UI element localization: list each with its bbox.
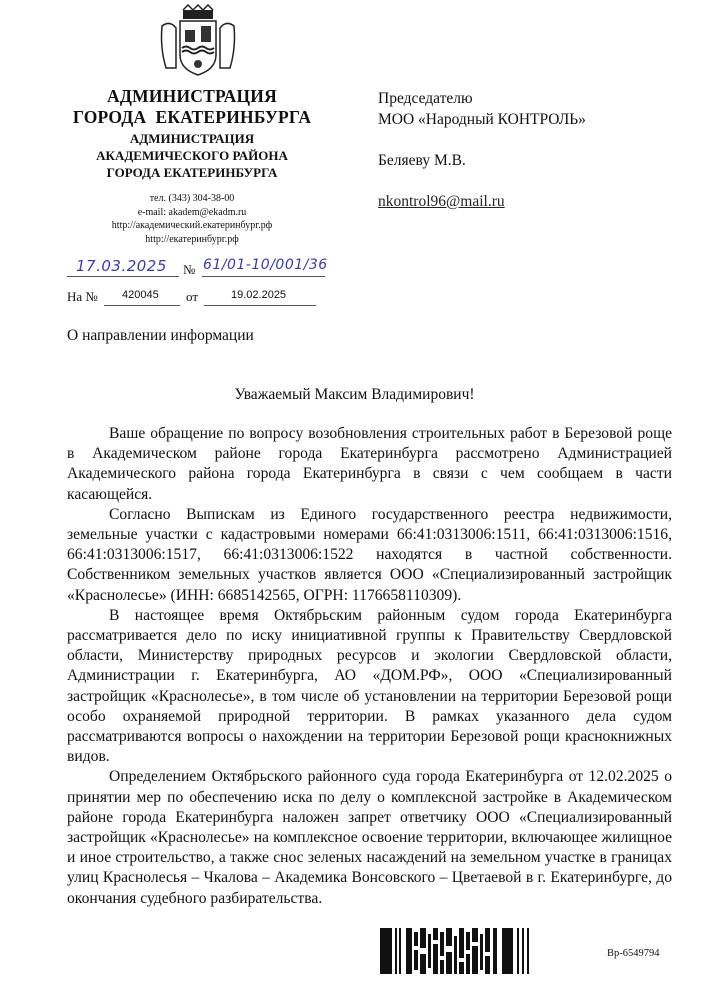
outgoing-number: 61/01-10/001/36 [203,257,328,273]
number-underline [202,276,325,277]
ref-date: 19.02.2025 [231,289,287,301]
outgoing-date: 17.03.2025 [76,257,167,275]
org-main-title: АДМИНИСТРАЦИЯ ГОРОДА ЕКАТЕРИНБУРГА [72,86,312,127]
paragraph-3: В настоящее время Октябрьским районным судом города Екатеринбурга рассматривается дело по иску инициативной группы к Правительству Свердловской области, Министерству природных ресурсов и экологии Свердловской области, Администрации г. Екатеринбурга, АО «ДОМ.РФ», ООО «Специализированный застройщик «Краснолесье», в том числе об установлении на территории Березовой рощи особо охраняемой природной территории. В рамках указанного дела судом рассматриваются вопросы о нахождении на территории Березовой рощи краснокнижных видов. [67,606,672,766]
letter-subject: О направлении информации [67,327,254,344]
org-contacts [60,192,324,246]
org-sub-title: АДМИНИСТРАЦИЯ АКАДЕМИЧЕСКОГО РАЙОНА ГОРОДА ЕКАТЕРИНБУРГА [96,131,288,180]
ref-date-underline [204,305,316,306]
paragraph-4: Определением Октябрьского районного суда города Екатеринбурга от 12.02.2025 о принятии мер по обеспечению иска по делу о комплексной застройке в Академическом районе города Екатеринбурга наложен запрет ответчику ООО «Специализированный застройщик «Краснолесье» на комплексное освоение территории, включающее жилищное и иное строительство, а также снос зеленых насаждений на земельном участке в границах улиц Краснолесья – Чкалова – Академика Вонсовского – Цветаевой в г. Екатеринбурге, до окончания судебного разбирательства. [67,768,672,907]
ref-from-label: от [186,289,199,304]
number-label: № [183,262,196,277]
org-site-1[interactable]: http://академический.екатеринбург.рф [111,220,273,231]
addressee-organization: МОО «Народный КОНТРОЛЬ» [378,111,586,128]
ref-number: 420045 [122,289,159,301]
addressee-block [378,88,586,212]
paragraph-2: Согласно Выпискам из Единого государственного реестра недвижимости, земельные участки с кадастровыми номерами 66:41:0313006:1511, 66:41:0313006:1516, 66:41:0313006:1517, 66:41:0313006:1522 находятся в частной собственности. Собственником земельных участков является ООО «Специализированный застройщик «Краснолесье» (ИНН: 6685142565, ОГРН: 1176658110309). [67,505,672,604]
pdf417-barcode-icon [380,928,540,974]
addressee-name: Беляеву М.В. [378,152,466,169]
ref-number-underline [104,305,180,306]
coat-of-arms-icon [148,4,248,80]
ref-label: На № [67,289,98,304]
addressee-position: Председателю [378,90,473,107]
paragraph-1: Ваше обращение по вопросу возобновления строительных работ в Березовой роще в Академическом районе города Екатеринбурга рассмотрено Администрацией Академического района города Екатеринбурга в связи с чем сообщаем в части касающейся. [67,425,672,503]
org-phone: тел. (343) 304-38-00 [149,193,235,204]
letter-body [67,424,672,909]
org-email[interactable]: e-mail: akadem@ekadm.ru [137,206,247,218]
org-site-2[interactable]: http://екатеринбург.рф [145,233,239,245]
addressee-email-link[interactable]: nkontrol96@mail.ru [378,193,505,210]
letter-greeting: Уважаемый Максим Владимирович! [234,386,475,403]
date-underline [67,276,179,277]
document-code: Вр-6549794 [607,948,660,959]
